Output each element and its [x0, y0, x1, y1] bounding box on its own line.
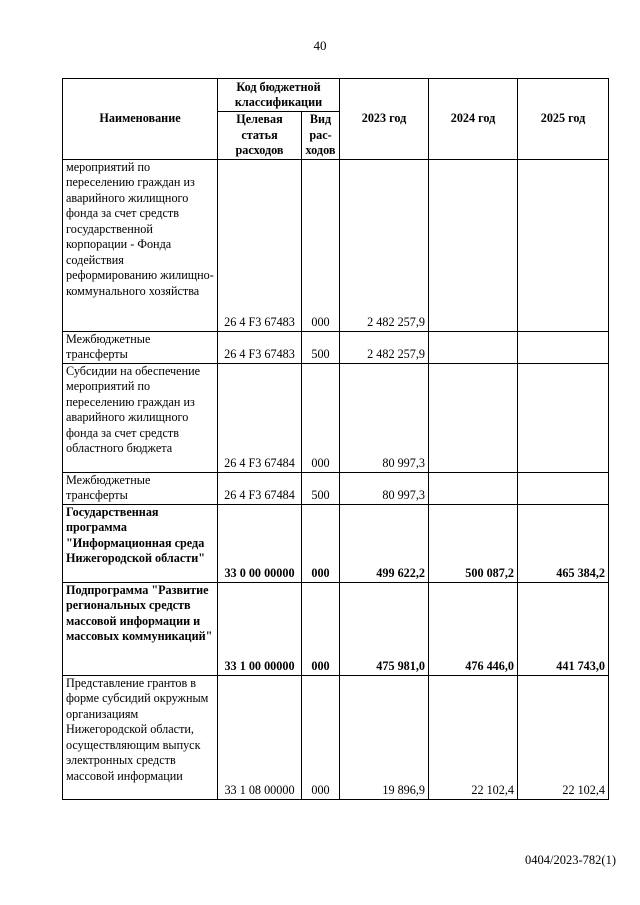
- row-target-code: 26 4 F3 67484: [218, 363, 302, 472]
- row-target-code: 26 4 F3 67483: [218, 159, 302, 331]
- row-name: Межбюджетные трансферты: [63, 331, 218, 363]
- table-row: [63, 582, 609, 675]
- row-2025: 22 102,4: [518, 675, 609, 799]
- header-name: Наименование: [63, 79, 218, 160]
- row-expense-type: 000: [302, 582, 340, 675]
- row-2024: 500 087,2: [429, 504, 518, 582]
- table-row: [63, 504, 609, 582]
- row-2024: [429, 331, 518, 363]
- budget-table: [62, 78, 609, 800]
- row-expense-type: 000: [302, 159, 340, 331]
- row-2025: 465 384,2: [518, 504, 609, 582]
- row-target-code: 33 1 00 00000: [218, 582, 302, 675]
- header-code-group: Код бюджетной классификации: [218, 79, 340, 112]
- row-target-code: 33 0 00 00000: [218, 504, 302, 582]
- row-2023: 475 981,0: [340, 582, 429, 675]
- row-name: Субсидии на обеспечение мероприятий по переселению граждан из аварийного жилищного фонда за счет средств областного бюджета: [63, 363, 218, 472]
- row-2023: 499 622,2: [340, 504, 429, 582]
- row-2025: [518, 363, 609, 472]
- table-row: [63, 675, 609, 799]
- row-target-code: 26 4 F3 67484: [218, 472, 302, 504]
- row-2023: 80 997,3: [340, 363, 429, 472]
- row-name: Межбюджетные трансферты: [63, 472, 218, 504]
- row-2023: 2 482 257,9: [340, 331, 429, 363]
- row-expense-type: 000: [302, 675, 340, 799]
- row-name: Представление грантов в форме субсидий окружным организациям Нижегородской области, осуществляющим выпуск электронных средств массовой информации: [63, 675, 218, 799]
- row-expense-type: 500: [302, 331, 340, 363]
- row-2024: [429, 472, 518, 504]
- row-2023: 80 997,3: [340, 472, 429, 504]
- row-expense-type: 000: [302, 504, 340, 582]
- table-row: [63, 363, 609, 472]
- row-target-code: 33 1 08 00000: [218, 675, 302, 799]
- table-row: [63, 159, 609, 331]
- header-2025: 2025 год: [518, 79, 609, 160]
- row-expense-type: 000: [302, 363, 340, 472]
- row-2024: 22 102,4: [429, 675, 518, 799]
- header-target-article: Целевая статья расходов: [218, 112, 302, 160]
- table-row: [63, 472, 609, 504]
- row-2025: [518, 472, 609, 504]
- table-row: [63, 331, 609, 363]
- row-name: мероприятий по переселению граждан из аварийного жилищного фонда за счет средств государственной корпорации - Фонда содействия реформированию жилищно-коммунального хозяйства: [63, 159, 218, 331]
- row-2025: 441 743,0: [518, 582, 609, 675]
- row-2025: [518, 159, 609, 331]
- row-2024: 476 446,0: [429, 582, 518, 675]
- row-expense-type: 500: [302, 472, 340, 504]
- row-2024: [429, 363, 518, 472]
- page-number: 40: [313, 38, 327, 53]
- row-2025: [518, 331, 609, 363]
- row-2023: 19 896,9: [340, 675, 429, 799]
- row-2024: [429, 159, 518, 331]
- header-2023: 2023 год: [340, 79, 429, 160]
- row-name: Подпрограмма "Развитие региональных средств массовой информации и массовых коммуникаций": [63, 582, 218, 675]
- header-expense-type: Вид рас-ходов: [302, 112, 340, 160]
- row-2023: 2 482 257,9: [340, 159, 429, 331]
- header-2024: 2024 год: [429, 79, 518, 160]
- document-code: 0404/2023-782(1): [525, 853, 616, 867]
- row-name: Государственная программа "Информационная среда Нижегородской области": [63, 504, 218, 582]
- row-target-code: 26 4 F3 67483: [218, 331, 302, 363]
